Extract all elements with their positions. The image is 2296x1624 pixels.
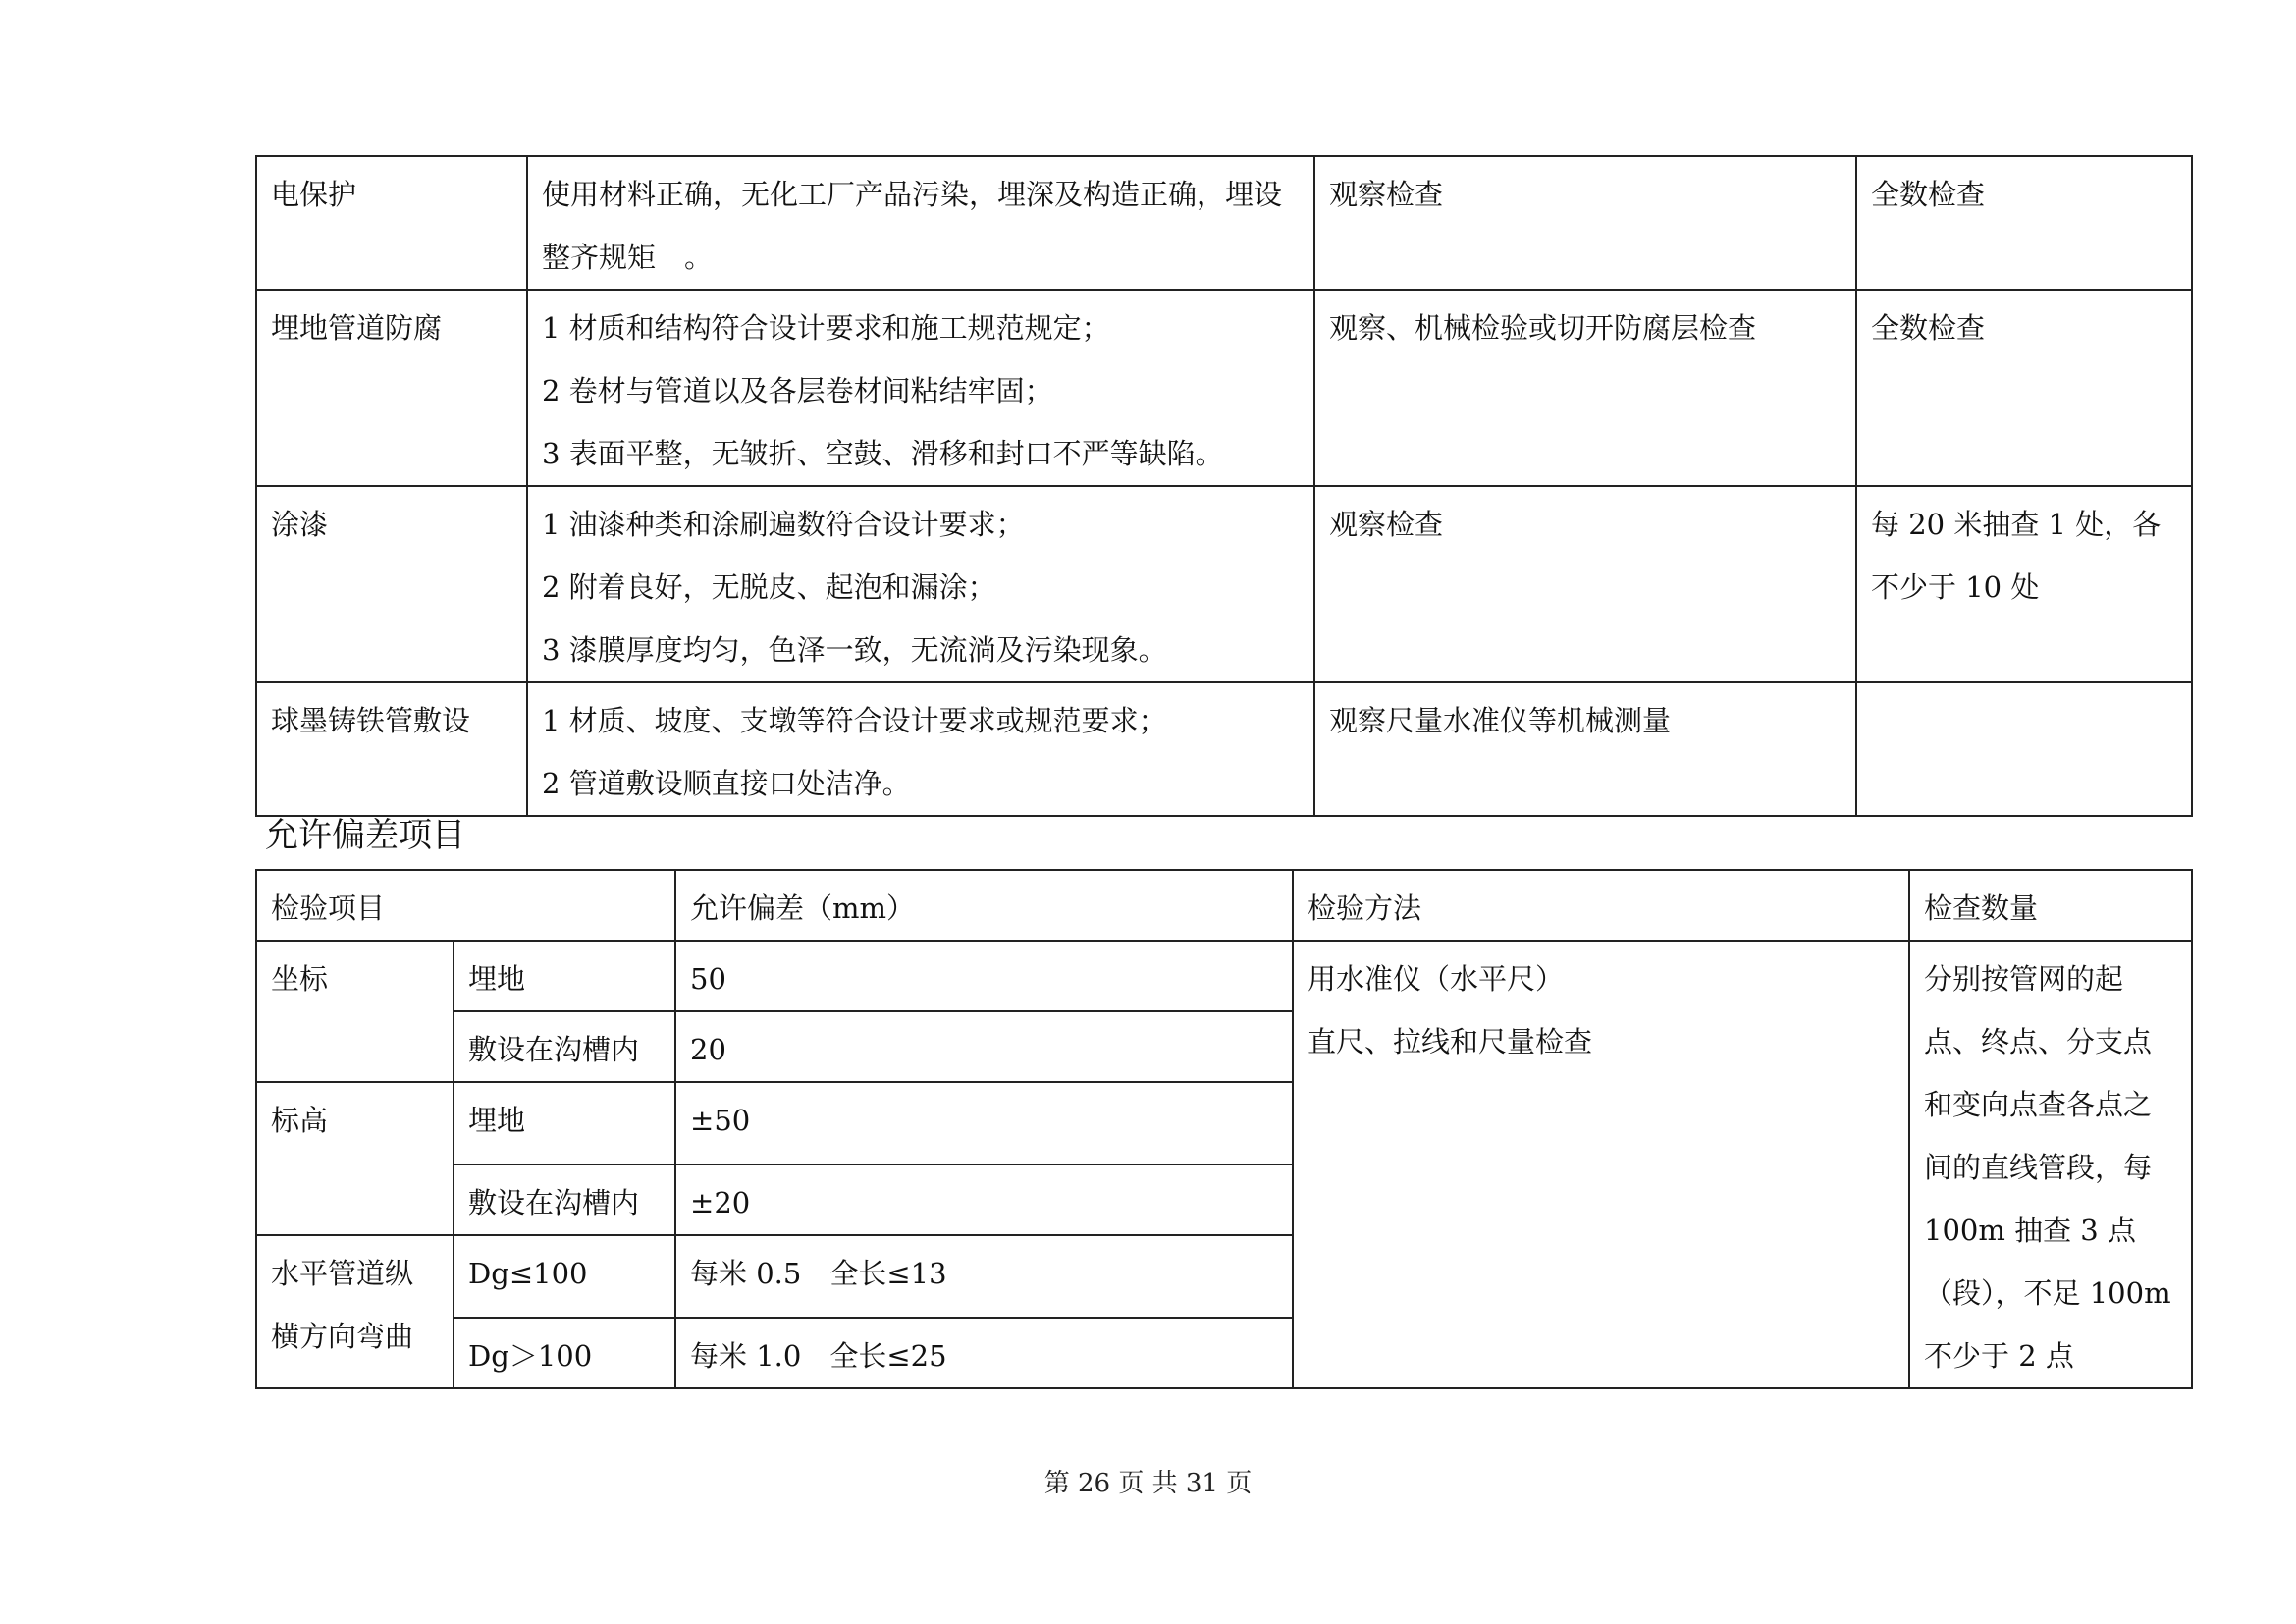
requirements-cell xyxy=(527,682,1314,816)
method-cell: 观察尺量水准仪等机械测量 xyxy=(1314,682,1856,816)
method-cell xyxy=(1293,941,1909,1388)
requirement-line: 使用材料正确，无化工厂产品污染，埋深及构造正确，埋设整齐规矩 。 xyxy=(542,178,1283,274)
method-line: 直尺、拉线和尺量检查 xyxy=(1308,1025,1593,1058)
header-method: 检验方法 xyxy=(1293,870,1909,941)
deviation-value: 50 xyxy=(675,941,1293,1011)
deviation-value: ±20 xyxy=(675,1164,1293,1235)
requirements-cell xyxy=(527,290,1314,486)
quantity-cell: 分别按管网的起点、终点、分支点和变向点查各点之间的直线管段，每 100m 抽查 3 点（段），不足 100m 不少于 2 点 xyxy=(1909,941,2192,1388)
elevation-label: 标高 xyxy=(256,1082,454,1235)
table-row xyxy=(256,941,2192,1011)
quantity-cell: 每 20 米抽查 1 处，各不少于 10 处 xyxy=(1856,486,2192,682)
header-deviation: 允许偏差（mm） xyxy=(675,870,1293,941)
deviation-value: 每米 1.0 全长≤25 xyxy=(675,1318,1293,1388)
deviation-value: ±50 xyxy=(675,1082,1293,1164)
sub-item: 敷设在沟槽内 xyxy=(454,1164,675,1235)
header-quantity: 检查数量 xyxy=(1909,870,2192,941)
sub-item: 敷设在沟槽内 xyxy=(454,1011,675,1082)
requirements-cell xyxy=(527,156,1314,290)
quantity-cell: 全数检查 xyxy=(1856,156,2192,290)
requirement-line: 1 油漆种类和涂刷遍数符合设计要求； xyxy=(542,508,1025,541)
requirement-line: 3 表面平整，无皱折、空鼓、滑移和封口不严等缺陷。 xyxy=(542,437,1224,470)
coord-label: 坐标 xyxy=(256,941,454,1082)
page-footer: 第 26 页 共 31 页 xyxy=(1043,1469,1253,1498)
deviation-value: 每米 0.5 全长≤13 xyxy=(675,1235,1293,1318)
requirements-cell xyxy=(527,486,1314,682)
requirement-line: 1 材质和结构符合设计要求和施工规范规定； xyxy=(542,311,1110,345)
method-cell: 观察检查 xyxy=(1314,486,1856,682)
table-row xyxy=(256,290,2192,486)
item-cell: 球墨铸铁管敷设 xyxy=(256,682,527,816)
sub-item: Dg≤100 xyxy=(454,1235,675,1318)
requirement-line: 2 卷材与管道以及各层卷材间粘结牢固； xyxy=(542,374,1053,407)
table-row xyxy=(256,486,2192,682)
method-line: 用水准仪（水平尺） xyxy=(1308,962,1565,996)
section-title: 允许偏差项目 xyxy=(265,816,465,855)
inspection-table xyxy=(255,155,2193,817)
item-cell: 埋地管道防腐 xyxy=(256,290,527,486)
requirement-line: 2 管道敷设顺直接口处洁净。 xyxy=(542,767,911,800)
table-row xyxy=(256,156,2192,290)
method-cell: 观察、机械检验或切开防腐层检查 xyxy=(1314,290,1856,486)
quantity-cell: 全数检查 xyxy=(1856,290,2192,486)
requirement-line: 2 附着良好，无脱皮、起泡和漏涂； xyxy=(542,570,996,604)
sub-item: 埋地 xyxy=(454,1082,675,1164)
item-cell: 电保护 xyxy=(256,156,527,290)
header-row xyxy=(256,870,2192,941)
item-cell: 涂漆 xyxy=(256,486,527,682)
deviation-table xyxy=(255,869,2193,1389)
quantity-cell xyxy=(1856,682,2192,816)
table-row xyxy=(256,682,2192,816)
method-cell: 观察检查 xyxy=(1314,156,1856,290)
header-item: 检验项目 xyxy=(256,870,675,941)
requirement-line: 3 漆膜厚度均匀，色泽一致，无流淌及污染现象。 xyxy=(542,633,1167,667)
bending-label: 水平管道纵横方向弯曲 xyxy=(256,1235,454,1388)
sub-item: Dg＞100 xyxy=(454,1318,675,1388)
deviation-value: 20 xyxy=(675,1011,1293,1082)
requirement-line: 1 材质、坡度、支墩等符合设计要求或规范要求； xyxy=(542,704,1167,737)
sub-item: 埋地 xyxy=(454,941,675,1011)
